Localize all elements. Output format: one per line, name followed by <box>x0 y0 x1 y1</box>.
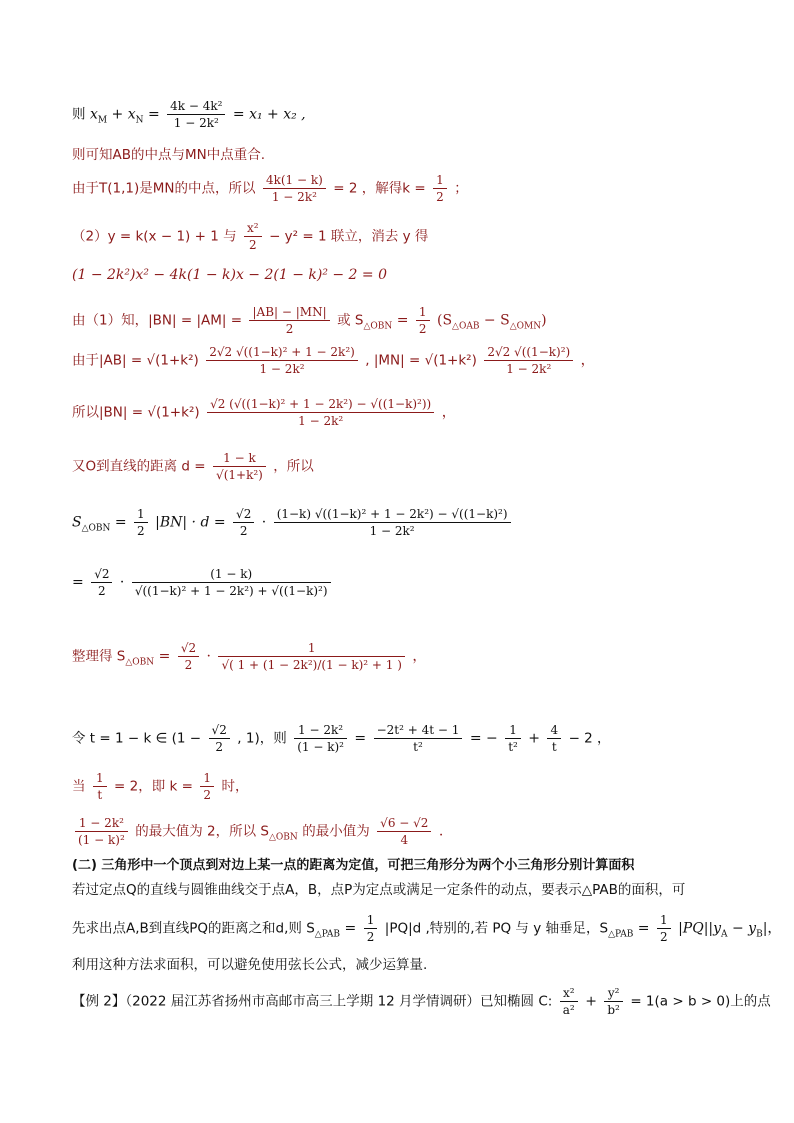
math-text: ) <box>541 312 547 329</box>
math-text: B <box>756 929 763 940</box>
equation-line-1: 则 $x_M + x_N$ = $\frac{\text{4k − 4k²}}{\text{1 − 2k²}}$ = x₁ + x₂ , <box>72 99 306 130</box>
fraction <box>657 912 671 945</box>
math-text: √2 <box>209 722 230 739</box>
fraction <box>560 985 578 1018</box>
math-text: 4k − 4k² <box>167 98 225 115</box>
math-text: A <box>721 929 728 940</box>
math-text: = <box>637 920 650 937</box>
math-text: √2 <box>233 506 254 523</box>
math-text: 4 <box>400 833 409 847</box>
math-text: 【例 2】（2022 届江苏省扬州市高邮市高三上学期 12 月学情调研）已知椭圆 C: <box>72 993 553 1010</box>
equation-line-13 <box>72 722 611 755</box>
fraction <box>547 722 561 755</box>
math-text: t <box>551 740 557 754</box>
fraction <box>167 98 225 131</box>
math-text: 1 − 2k² <box>173 116 219 130</box>
math-text: 当 <box>72 778 86 795</box>
math-text: √2 <box>91 566 112 583</box>
math-text: − S <box>483 312 510 329</box>
math-text: 的最大值为 2，所以 S <box>135 823 269 840</box>
math-text: = <box>396 312 409 329</box>
math-text: 2 <box>215 740 223 754</box>
math-text: = <box>72 574 84 591</box>
math-text: 时， <box>221 778 249 795</box>
math-text: 1 − 2k² <box>294 722 347 739</box>
equation-line-14 <box>72 770 249 803</box>
math-text: 2 <box>98 584 106 598</box>
math-text: 又O到直线的距离 d = <box>72 458 206 475</box>
equation-line-15 <box>72 815 443 848</box>
math-text: 1 <box>416 304 430 321</box>
subscript: N <box>135 115 144 126</box>
fraction <box>178 640 199 673</box>
math-text: (1 − k)² <box>78 833 125 847</box>
math-text: 2 <box>366 930 375 944</box>
fraction <box>200 770 214 803</box>
math-text: 1 − 2k² <box>75 815 128 832</box>
math-text: a² <box>562 1003 575 1017</box>
math-text: √((1−k)² + 1 − 2k²) + √((1−k)²) <box>134 584 328 598</box>
math-text: 1 − 2k² <box>271 190 317 204</box>
fraction <box>244 220 262 253</box>
math-text: △OAB <box>452 321 480 332</box>
text-line-2: 则可知AB的中点与MN中点重合. <box>72 147 266 163</box>
math-text: √(1+k²) <box>216 468 263 482</box>
math-text: （2）y = k(x − 1) + 1 与 <box>72 228 237 245</box>
fraction <box>294 722 347 755</box>
math-text: y² <box>604 985 623 1002</box>
math-text: 1 <box>364 912 378 929</box>
equation-line-18 <box>72 912 781 945</box>
section-heading: (二) 三角形中一个顶点到对边上某一点的距离为定值，可把三角形分为两个小三角形分别计算面积 <box>72 858 635 873</box>
math-text: 1 − k <box>213 450 266 467</box>
math: = <box>147 106 160 123</box>
math-text: ， <box>412 648 427 665</box>
fraction <box>364 912 378 945</box>
math-text: 由于|AB| = √(1+k²) <box>72 352 199 369</box>
math-text: , |MN| = √(1+k²) <box>365 352 477 369</box>
fraction <box>604 985 623 1018</box>
math-text: . <box>438 823 444 840</box>
equation-line-10 <box>72 506 514 539</box>
fraction <box>263 172 326 205</box>
math-text: , 1)，则 <box>237 730 287 747</box>
math-text: 所以|BN| = √(1+k²) <box>72 404 200 421</box>
math-text: 2 <box>249 238 257 252</box>
math-text: 2 <box>184 658 193 672</box>
math-text: = 2 ，解得k = <box>333 180 426 197</box>
equation-line-9 <box>72 450 314 483</box>
math-text: ； <box>454 180 468 197</box>
fraction <box>207 396 434 429</box>
math-text: ， <box>441 404 456 421</box>
math-text: = <box>354 730 367 747</box>
math-text: = <box>114 514 127 531</box>
math-text: △OMN <box>509 321 542 332</box>
math-text: · <box>206 648 211 665</box>
math-text: · <box>119 574 125 591</box>
math-text: + <box>585 993 597 1010</box>
math-text: = <box>344 920 357 937</box>
text-line-17: 若过定点Q的直线与圆锥曲线交于点A，B，点P为定点或满足一定条件的动点，要表示△PAB的面积，可 <box>72 882 686 898</box>
math-text: = − <box>469 730 498 747</box>
math-text: = 2，即 k = <box>114 778 193 795</box>
math-text: |PQ|d ,特别的,若 PQ 与 y 轴垂足，S <box>384 920 609 937</box>
math-text: 2 <box>137 524 145 538</box>
math-text: ， <box>580 352 595 369</box>
equation-line-5: (1 − 2k²)x² − 4k(1 − k)x − 2(1 − k)² − 2 = 0 <box>72 267 388 283</box>
math-text: −2t² + 4t − 1 <box>374 722 463 739</box>
equation-line-11 <box>72 566 334 599</box>
math-text: 1 <box>93 770 107 787</box>
math-text: (1−k) √((1−k)² + 1 − 2k²) − √((1−k)²) <box>274 506 511 523</box>
math-text: 4k(1 − k) <box>263 172 326 189</box>
math-text: b² <box>607 1003 620 1017</box>
math-text: 1 − 2k² <box>506 362 552 376</box>
fraction <box>505 722 521 755</box>
math-text: |AB| − |MN| <box>249 304 329 321</box>
math-text: 2√2 √((1−k)²) <box>484 344 573 361</box>
math-text: 令 t = 1 − k ∈ (1 − <box>72 730 202 747</box>
math-text: 2√2 √((1−k)² + 1 − 2k²) <box>206 344 358 361</box>
fraction <box>75 815 128 848</box>
text: 则 <box>72 106 86 123</box>
math: x <box>89 106 98 123</box>
math-text: 2 <box>418 322 427 336</box>
math-text: △OBN <box>268 832 298 843</box>
math-text: √6 − √2 <box>377 815 431 832</box>
math-text: 由于T(1,1)是MN的中点，所以 <box>72 180 256 197</box>
math-text: |， <box>762 920 782 937</box>
math-text: x² <box>244 220 262 237</box>
equation-line-4 <box>72 220 428 253</box>
fraction <box>218 640 404 673</box>
math-text: △OBN <box>125 657 155 668</box>
math-text: 1 − 2k² <box>369 524 415 538</box>
math-text: t <box>97 788 103 802</box>
math-text: S <box>72 514 82 531</box>
math-text: 2 <box>436 190 444 204</box>
math-text: |PQ||y <box>678 920 722 937</box>
fraction <box>274 506 511 539</box>
equation-line-3 <box>72 172 468 205</box>
math-text: 1 <box>218 640 404 657</box>
math-text: △PAB <box>314 929 341 940</box>
math-text: △OBN <box>81 523 111 534</box>
math-text: √( 1 + (1 − 2k²)/(1 − k)² + 1 ) <box>221 658 402 672</box>
subscript: M <box>97 115 108 126</box>
math-text: 或 S <box>337 312 364 329</box>
math-text: 1 − 2k² <box>298 414 344 428</box>
fraction <box>377 815 431 848</box>
fraction <box>233 506 254 539</box>
math-text: + <box>528 730 541 747</box>
math-text: 整理得 S <box>72 648 126 665</box>
math-text: 2 <box>285 322 294 336</box>
fraction <box>374 722 463 755</box>
fraction <box>93 770 107 803</box>
math-text: = <box>158 648 171 665</box>
fraction <box>132 566 331 599</box>
fraction <box>249 304 329 337</box>
math-text: = 1(a > b > 0)上的点 <box>630 993 771 1010</box>
example-line-20 <box>72 985 771 1018</box>
math-text: x² <box>560 985 578 1002</box>
math-text: 1 <box>657 912 671 929</box>
math-text: 2 <box>203 788 212 802</box>
fraction <box>91 566 112 599</box>
math-text: − y² = 1 联立，消去 y 得 <box>269 228 429 245</box>
math-text: 2 <box>239 524 248 538</box>
math-text: 2 <box>659 930 668 944</box>
equation-line-12 <box>72 640 426 673</box>
equation-line-8 <box>72 396 456 429</box>
math-text: − y <box>732 920 757 937</box>
math-text: · <box>261 514 267 531</box>
math-text: △PAB <box>608 929 634 940</box>
math-text: √2 <box>178 640 199 657</box>
fraction <box>484 344 573 377</box>
math-text: 1 <box>200 770 214 787</box>
math-text: (1 − k) <box>132 566 331 583</box>
math-text: (1 − k)² <box>297 740 344 754</box>
fraction <box>134 506 148 539</box>
math-text: 先求出点A,B到直线PQ的距离之和d,则 S <box>72 920 315 937</box>
fraction <box>433 172 447 205</box>
math-text: 1 <box>433 172 447 189</box>
math-text: 4 <box>547 722 561 739</box>
math-text: △OBN <box>363 321 393 332</box>
math: = x₁ + x₂ , <box>232 106 306 123</box>
math-text: ，所以 <box>273 458 314 475</box>
fraction <box>209 722 230 755</box>
math-text: |BN| · d = <box>155 514 226 531</box>
math-text: 1 <box>134 506 148 523</box>
math-text: t² <box>508 740 518 754</box>
math-text: 1 <box>505 722 521 739</box>
math-text: 的最小值为 <box>302 823 370 840</box>
equation-line-6 <box>72 304 547 337</box>
fraction <box>416 304 430 337</box>
math-text: 由（1）知，|BN| = |AM| = <box>72 312 243 329</box>
math-text: t² <box>413 740 423 754</box>
math-text: (S <box>436 312 453 329</box>
equation-line-7 <box>72 344 595 377</box>
math-text: 1 − 2k² <box>259 362 305 376</box>
text-line-19: 利用这种方法求面积，可以避免使用弦长公式，减少运算量. <box>72 957 428 973</box>
fraction <box>213 450 266 483</box>
fraction <box>206 344 358 377</box>
math-text: √2 (√((1−k)² + 1 − 2k²) − √((1−k)²)) <box>207 396 434 413</box>
math-text: − 2 ， <box>568 730 611 747</box>
